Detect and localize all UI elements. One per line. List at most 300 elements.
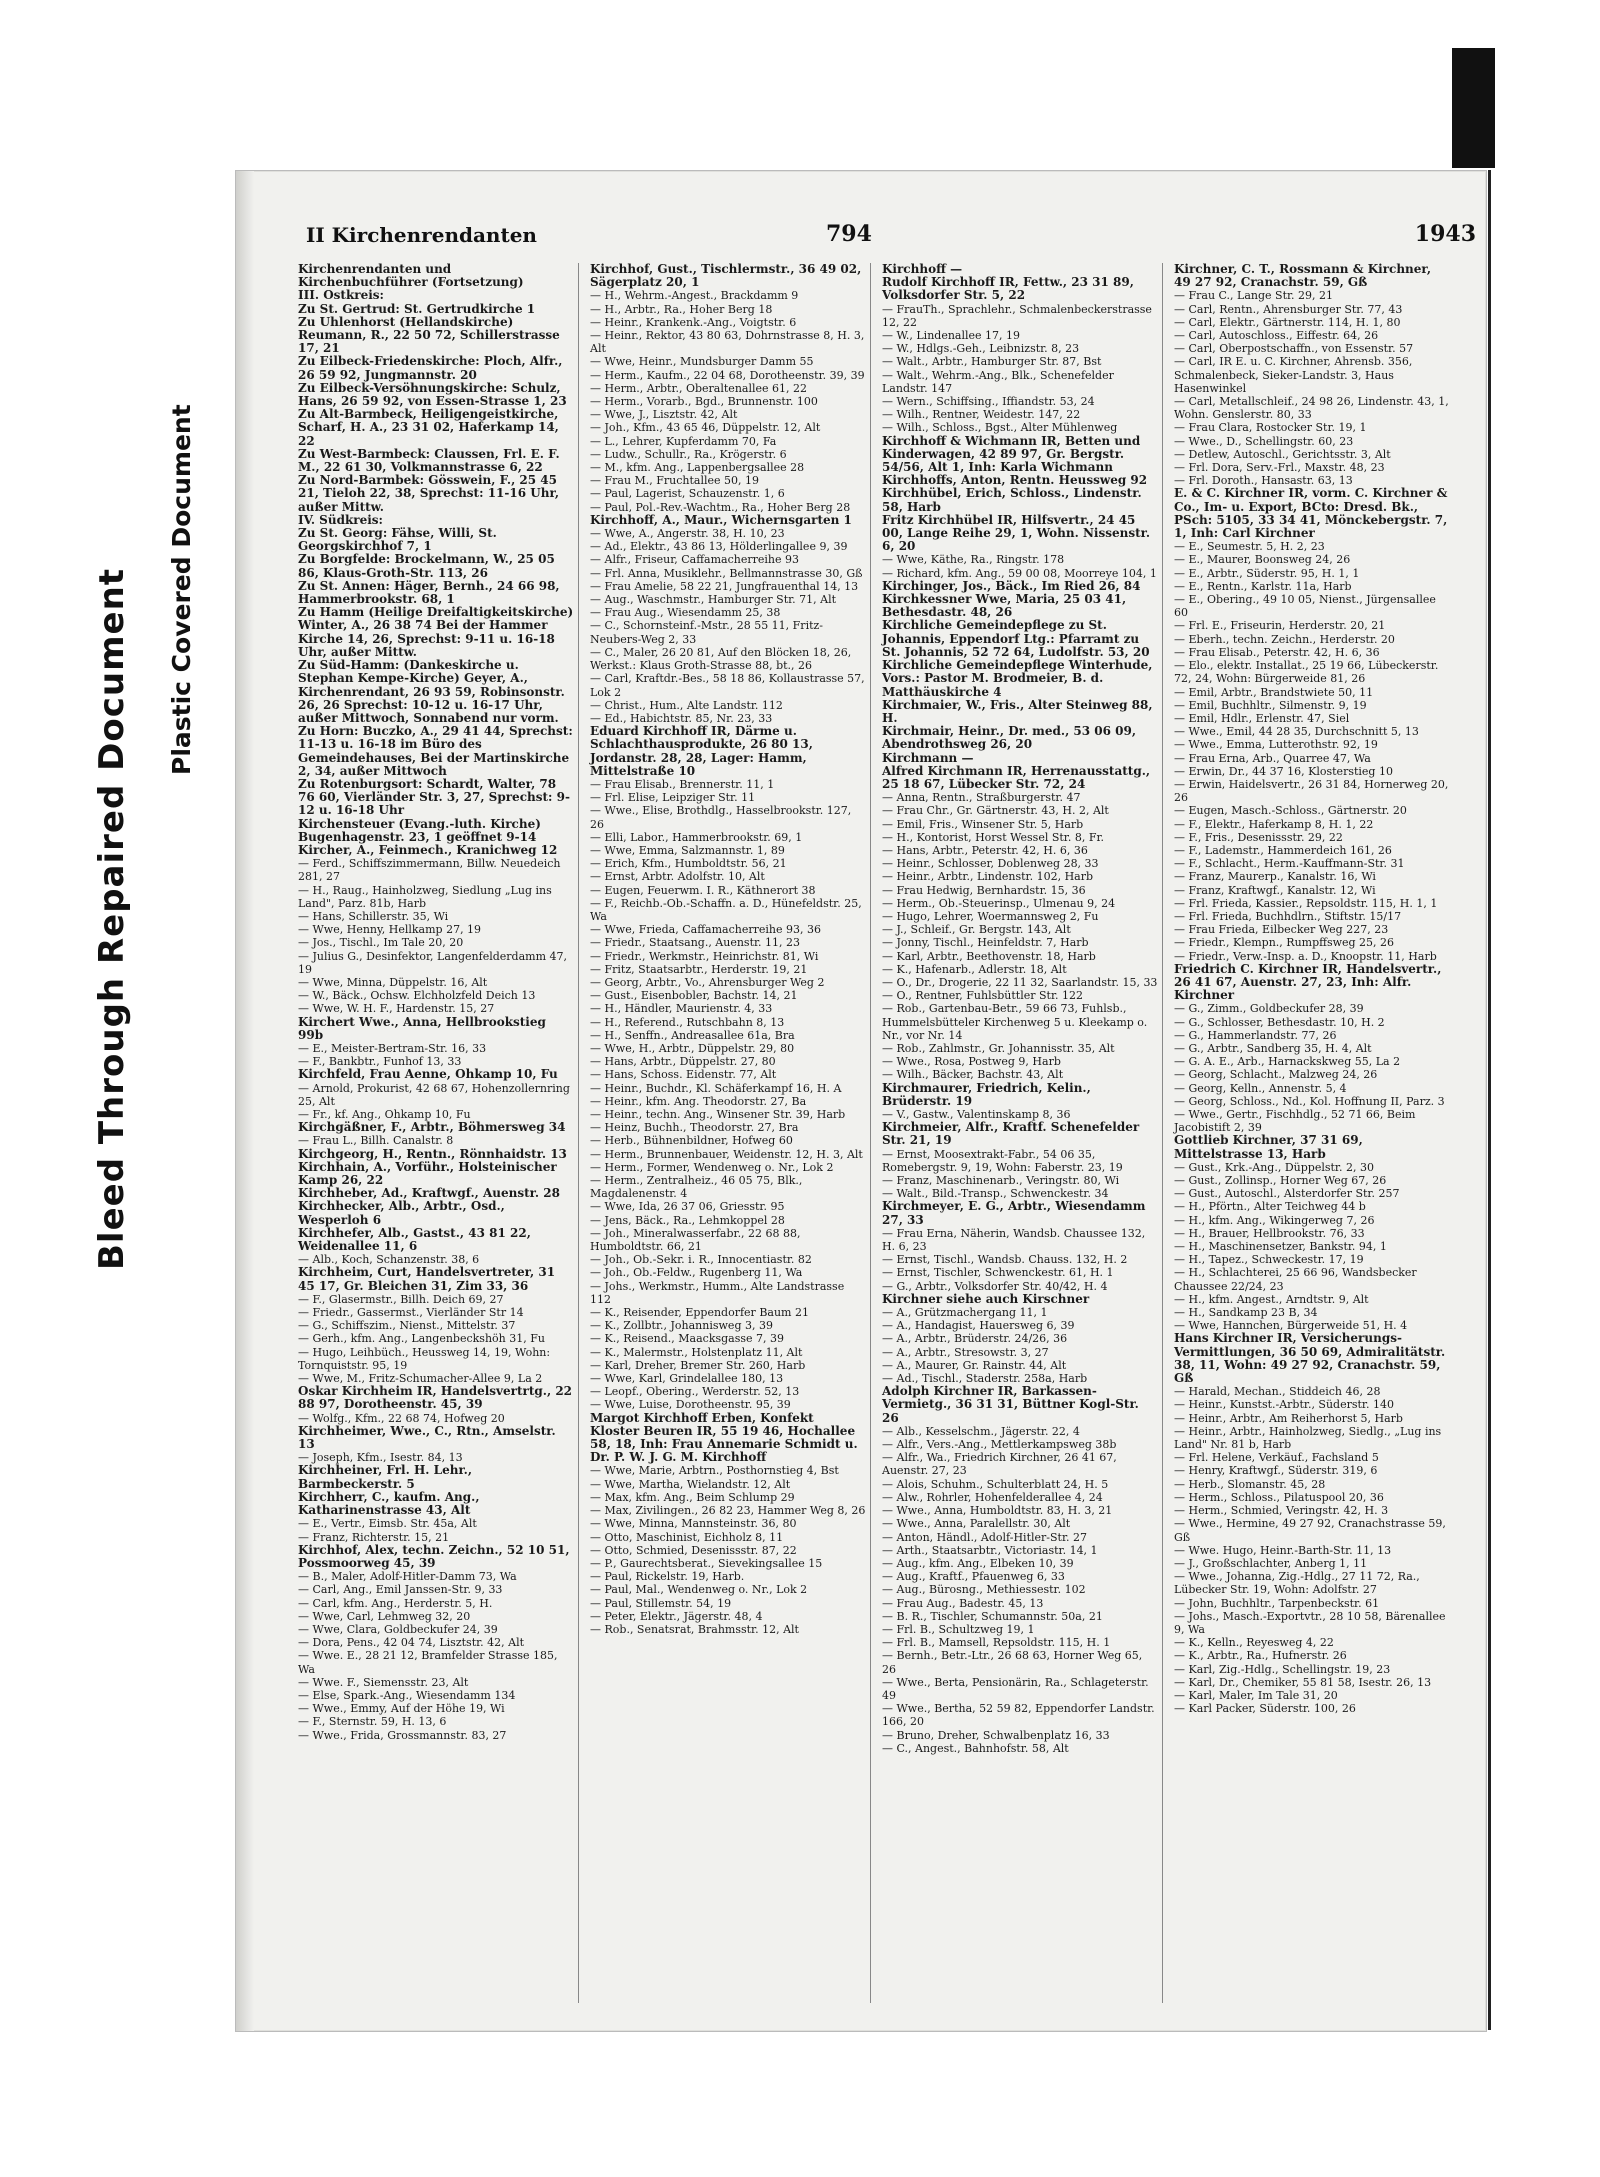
directory-entry: Kirchhof, Gust., Tischlermstr., 36 49 02, Sägerplatz 20, 1 — [590, 263, 862, 290]
directory-entry: — Wwe., Emmy, Auf der Höhe 19, Wi — [298, 1702, 505, 1716]
directory-entry: — Aug., kfm. Ang., Elbeken 10, 39 — [882, 1556, 1074, 1570]
directory-entry: — Wwe., Bertha, 52 59 82, Eppendorfer Landstr. 166, 20 — [882, 1702, 1155, 1729]
directory-entry: Alfred Kirchmann IR, Herrenausstattg., 25 18 67, Lübecker Str. 72, 24 — [882, 763, 1151, 791]
directory-entry: — Frau Aug., Badestr. 45, 13 — [882, 1596, 1044, 1610]
directory-entry: — Wilh., Schloss., Bgst., Alter Mühlenweg — [882, 421, 1118, 435]
directory-entry: — Wwe, Carl, Lehmweg 32, 20 — [298, 1609, 471, 1623]
directory-entry: — K., Reisend., Maacksgasse 7, 39 — [590, 1332, 785, 1346]
directory-entry: — Wwe., Rosa, Postweg 9, Harb — [882, 1055, 1061, 1069]
directory-entry: — Frau M., Fruchtallee 50, 19 — [590, 474, 760, 488]
directory-entry: — Frl. B., Schultzweg 19, 1 — [882, 1622, 1035, 1636]
directory-entry: — G., Schiffszim., Nienst., Mittelstr. 37 — [298, 1319, 516, 1333]
directory-entry: — G., Hammerlandstr. 77, 26 — [1174, 1028, 1337, 1042]
directory-entry: Kirchmaier, W., Fris., Alter Steinweg 88, H. — [882, 697, 1153, 725]
directory-entry: — Ernst, Tischl., Wandsb. Chauss. 132, H. 2 — [882, 1253, 1128, 1267]
directory-entry: — Wwe. Hugo, Heinr.-Barth-Str. 11, 13 — [1174, 1543, 1392, 1557]
directory-entry: — Friedr., Gassermst., Vierländer Str 14 — [298, 1306, 524, 1320]
directory-entry: — Otto, Maschinist, Eichholz 8, 11 — [590, 1530, 784, 1544]
directory-entry: — Wwe, Luise, Dorotheenstr. 95, 39 — [590, 1398, 791, 1412]
directory-entry: — H., Schlachterei, 25 66 96, Wandsbecker Chaussee 22/24, 23 — [1174, 1266, 1417, 1293]
directory-entry: — Herb., Bühnenbildner, Hofweg 60 — [590, 1134, 793, 1148]
section-title: II Kirchenrendanten — [306, 223, 537, 247]
directory-entry: — Karl, Maler, Im Tale 31, 20 — [1174, 1688, 1338, 1702]
directory-entry: — A., Maurer, Gr. Rainstr. 44, Alt — [882, 1358, 1067, 1372]
directory-entry: Kirchert Wwe., Anna, Hellbrookstieg 99b — [298, 1014, 546, 1042]
directory-entry: — F., Bankbtr., Funhof 13, 33 — [298, 1055, 462, 1069]
columns — [294, 263, 1464, 2003]
directory-entry: — Wwe, A., Angerstr. 38, H. 10, 23 — [590, 527, 785, 541]
directory-entry: — A., Arbtr., Stresowstr. 3, 27 — [882, 1345, 1049, 1359]
directory-entry: — Aug., Bürosng., Methiessestr. 102 — [882, 1583, 1086, 1597]
directory-entry: — Frl. Dora, Serv.-Frl., Maxstr. 48, 23 — [1174, 461, 1385, 475]
directory-entry: — H., kfm. Ang., Wikingerweg 7, 26 — [1174, 1213, 1375, 1227]
directory-entry: — Joh., Ob.-Feldw., Rugenberg 11, Wa — [590, 1266, 803, 1280]
directory-entry: — Wwe., Gertr., Fischhdlg., 52 71 66, Beim Jacobistift 2, 39 — [1174, 1108, 1416, 1135]
directory-entry: — John, Buchhltr., Tarpenbeckstr. 61 — [1174, 1596, 1380, 1610]
directory-entry: — Frau Amelie, 58 22 21, Jungfrauenthal 14, 13 — [590, 579, 859, 593]
directory-entry: Zu Süd-Hamm: (Dankeskirche u. Stephan Kempe-Kirche) Geyer, A., Kirchenrendant, 26 93 59, Robinsonstr. 26, 26 Sprechst: 10-12 u. 16-17 Uhr, außer Mittwoch, Sonnabend nur vorm. — [298, 658, 565, 725]
directory-entry: III. Ostkreis: — [298, 288, 384, 303]
directory-entry: — Frau Hedwig, Bernhardstr. 15, 36 — [882, 883, 1086, 897]
directory-entry: Kirchensteuer (Evang.-luth. Kirche) Bugenhagenstr. 23, 1 geöffnet 9-14 — [298, 816, 541, 844]
directory-entry: — Paul, Stillemstr. 54, 19 — [590, 1596, 732, 1610]
directory-entry: — Frau Clara, Rostocker Str. 19, 1 — [1174, 421, 1367, 435]
directory-entry: — Heinr., Rektor, 43 80 63, Dohrnstrasse 8, H. 3, Alt — [590, 329, 865, 356]
directory-entry: Kirchhof, Alex, techn. Zeichn., 52 10 51, Possmoorweg 45, 39 — [298, 1542, 570, 1570]
directory-entry: Kirchhain, A., Vorführ., Holsteinischer Kamp 26, 22 — [298, 1159, 557, 1188]
directory-entry: Zu Nord-Barmbek: Gösswein, F., 25 45 21, Tieloh 22, 38, Sprechst: 11-16 Uhr, außer Mittw. — [298, 473, 560, 514]
directory-entry: — Heinr., Arbtr., Am Reiherhorst 5, Harb — [1174, 1411, 1403, 1425]
directory-entry: — Joh., Kfm., 43 65 46, Düppelstr. 12, Alt — [590, 421, 821, 435]
directory-entry: — Wilh., Bäcker, Bachstr. 43, Alt — [882, 1068, 1064, 1082]
directory-entry: — Wwe, Minna, Mannsteinstr. 36, 80 — [590, 1517, 797, 1531]
directory-entry: Gottlieb Kirchner, 37 31 69, Mittelstrasse 13, Harb — [1174, 1133, 1363, 1161]
directory-entry: Zu St. Georg: Fähse, Willi, St. Georgskirchhof 7, 1 — [298, 526, 497, 554]
directory-entry: — Wwe, Karl, Grindelallee 180, 13 — [590, 1372, 784, 1386]
page-edge-line — [1488, 170, 1491, 2030]
directory-entry: — H., kfm. Angest., Arndtstr. 9, Alt — [1174, 1292, 1369, 1306]
directory-entry: Kircher, A., Feinmech., Kranichweg 12 — [298, 842, 558, 857]
directory-entry: Kirchhübel, Erich, Schloss., Lindenstr. 58, Harb — [882, 486, 1142, 514]
directory-entry: — Ernst, Tischler, Schwenckestr. 61, H. 1 — [882, 1266, 1114, 1280]
directory-entry: — E., Arbtr., Süderstr. 95, H. 1, 1 — [1174, 566, 1360, 580]
directory-entry: — G., Arbtr., Sandberg 35, H. 4, Alt — [1174, 1041, 1372, 1055]
directory-entry: — Wwe, Martha, Wielandstr. 12, Alt — [590, 1477, 791, 1491]
directory-entry: — Arnold, Prokurist, 42 68 67, Hohenzollernring 25, Alt — [298, 1081, 570, 1108]
directory-entry: — Else, Spark.-Ang., Wiesendamm 134 — [298, 1688, 516, 1702]
directory-entry: — Eugen, Feuerwm. I. R., Käthnerort 38 — [590, 883, 816, 897]
directory-entry: — Eberh., techn. Zeichn., Herderstr. 20 — [1174, 632, 1395, 646]
directory-entry: — Wwe, Henny, Hellkamp 27, 19 — [298, 923, 482, 937]
directory-entry: — Frl. Frieda, Kassier., Repsoldstr. 115, H. 1, 1 — [1174, 896, 1438, 910]
directory-entry: — Frau Erna, Näherin, Wandsb. Chaussee 132, H. 6, 23 — [882, 1226, 1146, 1254]
directory-entry: — Wwe., Emil, 44 28 35, Durchschnitt 5, 13 — [1174, 725, 1419, 739]
directory-entry: — A., Handagist, Hauersweg 6, 39 — [882, 1319, 1075, 1333]
directory-entry: — Frl. E., Friseurin, Herderstr. 20, 21 — [1174, 619, 1386, 633]
directory-entry: — Alb., Kesselschm., Jägerstr. 22, 4 — [882, 1424, 1080, 1438]
directory-entry: — Wwe, H., Arbtr., Düppelstr. 29, 80 — [590, 1041, 795, 1055]
directory-entry: — Walt., Wehrm.-Ang., Blk., Schenefelder Landstr. 147 — [882, 368, 1114, 395]
column-4 — [1170, 263, 1455, 2003]
directory-entry: — Julius G., Desinfektor, Langenfelderdamm 47, 19 — [298, 949, 567, 976]
directory-entry: Kirchmair, Heinr., Dr. med., 53 06 09, Abendrothsweg 26, 20 — [882, 724, 1137, 752]
directory-entry: — Herm., Kaufm., 22 04 68, Dorotheenstr. 39, 39 — [590, 368, 865, 382]
directory-entry: Fritz Kirchhübel IR, Hilfsvertr., 24 45 00, Lange Reihe 29, 1, Wohn. Nissenstr. 6, 20 — [882, 512, 1151, 554]
directory-entry: — K., Arbtr., Ra., Hufnerstr. 26 — [1174, 1649, 1347, 1663]
directory-entry: — Otto, Schmied, Desenissstr. 87, 22 — [590, 1543, 797, 1557]
directory-entry: — H., Kontorist, Horst Wessel Str. 8, Fr. — [882, 830, 1105, 844]
directory-entry: — Aug., Waschmstr., Hamburger Str. 71, Alt — [590, 593, 837, 607]
directory-entry: — H., Referend., Rutschbahn 8, 13 — [590, 1015, 785, 1029]
directory-entry: Zu St. Gertrud: St. Gertrudkirche 1 — [298, 301, 536, 316]
directory-entry: Kirchmann — — [882, 750, 974, 765]
column-2 — [586, 263, 871, 2003]
directory-entry: — H., Arbtr., Ra., Hoher Berg 18 — [590, 302, 773, 316]
directory-entry: — A., Arbtr., Brüderstr. 24/26, 36 — [882, 1332, 1068, 1346]
directory-entry: — Dora, Pens., 42 04 74, Lisztstr. 42, Alt — [298, 1636, 525, 1650]
directory-entry: — Frau L., Billh. Canalstr. 8 — [298, 1134, 454, 1148]
directory-entry: — Frau Elisab., Brennerstr. 11, 1 — [590, 777, 775, 791]
directory-entry: — Karl, Dreher, Bremer Str. 260, Harb — [590, 1358, 806, 1372]
directory-entry: — K., Reisender, Eppendorfer Baum 21 — [590, 1306, 809, 1320]
directory-entry: — Wwe, Emma, Salzmannstr. 1, 89 — [590, 843, 785, 857]
directory-entry: — Herm., Former, Wendenweg o. Nr., Lok 2 — [590, 1160, 834, 1174]
directory-entry: — Franz, Kraftwgf., Kanalstr. 12, Wi — [1174, 883, 1376, 897]
directory-entry: Eduard Kirchhoff IR, Därme u. Schlachthausprodukte, 26 80 13, Jordanstr. 28, 28, Lager: Hamm, Mittelstraße 10 — [590, 724, 813, 778]
directory-entry: — Frau Chr., Gr. Gärtnerstr. 43, H. 2, Alt — [882, 804, 1109, 818]
directory-entry: — Carl, Rentn., Ahrensburger Str. 77, 43 — [1174, 302, 1403, 316]
directory-entry: — Emil, Arbtr., Brandstwiete 50, 11 — [1174, 685, 1374, 699]
directory-entry: Kirchhoff, A., Maur., Wichernsgarten 1 — [590, 512, 852, 527]
directory-entry: — Carl, Kraftdr.-Bes., 58 18 86, Kollaustrasse 57, Lok 2 — [590, 672, 865, 699]
directory-entry: Kirchheiner, Frl. H. Lehr., Barmbeckerstr. 5 — [298, 1463, 473, 1491]
directory-entry: — Paul, Rickelstr. 19, Harb. — [590, 1570, 745, 1584]
directory-entry: — Wwe. F., Siemensstr. 23, Alt — [298, 1675, 469, 1689]
directory-entry: — Carl, kfm. Ang., Herderstr. 5, H. — [298, 1596, 493, 1610]
directory-entry: — E., Seumestr. 5, H. 2, 23 — [1174, 540, 1325, 554]
directory-entry: — Joh., Ob.-Sekr. i. R., Innocentiastr. 82 — [590, 1253, 812, 1267]
directory-entry: — K., Zollbtr., Johannisweg 3, 39 — [590, 1319, 773, 1333]
directory-entry: — Alw., Rohrler, Hohenfelderallee 4, 24 — [882, 1490, 1103, 1504]
directory-entry: — Carl, Autoschloss., Eiffestr. 64, 26 — [1174, 329, 1379, 343]
directory-entry: — Jonny, Tischl., Heinfeldstr. 7, Harb — [882, 936, 1089, 950]
directory-entry: — Ad., Tischl., Staderstr. 258a, Harb — [882, 1372, 1088, 1386]
directory-entry: — Carl, IR E. u. C. Kirchner, Ahrensb. 356, Schmalenbeck, Sieker-Landstr. 3, Haus Hasenwinkel — [1174, 355, 1413, 395]
directory-entry: — Wwe. E., 28 21 12, Bramfelder Strasse 185, Wa — [298, 1649, 558, 1676]
directory-entry: — Emil, Buchhltr., Silmenstr. 9, 19 — [1174, 698, 1367, 712]
directory-entry: — H., Senffn., Andreasallee 61a, Bra — [590, 1028, 795, 1042]
directory-entry: — Elli, Labor., Hammerbrookstr. 69, 1 — [590, 830, 803, 844]
directory-entry: — Walt., Arbtr., Hamburger Str. 87, Bst — [882, 355, 1102, 369]
directory-entry: — Peter, Elektr., Jägerstr. 48, 4 — [590, 1609, 763, 1623]
directory-entry: Friedrich C. Kirchner IR, Handelsvertr., 26 41 67, Auenstr. 27, 23, Inh: Alfr. Kirchner — [1174, 961, 1442, 1003]
directory-entry: — E., Rentn., Karlstr. 11a, Harb — [1174, 579, 1352, 593]
directory-entry: Zu St. Annen: Häger, Bernh., 24 66 98, Hammerbrookstr. 68, 1 — [298, 578, 560, 607]
directory-entry: Kirchhoffs, Anton, Rentn. Heussweg 92 — [882, 473, 1148, 488]
directory-entry: — Elo., elektr. Installat., 25 19 66, Lübeckerstr. 72, 24, Wohn: Bürgerweide 81, 26 — [1174, 659, 1439, 686]
directory-entry: Zu West-Barmbeck: Claussen, Frl. E. F. M., 22 61 30, Volkmannstrasse 6, 22 — [298, 446, 560, 475]
directory-entry: — E., Obering., 49 10 05, Nienst., Jürgensallee 60 — [1174, 593, 1436, 620]
directory-entry: — Frau Erna, Arb., Quarree 47, Wa — [1174, 751, 1371, 765]
directory-entry: — Gust., Autoschl., Alsterdorfer Str. 257 — [1174, 1187, 1400, 1201]
directory-entry: — Erwin, Haidelsvertr., 26 31 84, Hornerweg 20, 26 — [1174, 777, 1449, 805]
directory-entry: — Gust., Eisenbobler, Bachstr. 14, 21 — [590, 989, 798, 1003]
directory-entry: — H., Tapez., Schweckestr. 17, 19 — [1174, 1253, 1364, 1267]
directory-entry: Margot Kirchhoff Erben, Konfekt Kloster Beuren IR, 55 19 46, Hochallee 58, 18, Inh: Frau Annemarie Schmidt u. Dr. P. W. J. G. M. Kirchhoff — [590, 1410, 858, 1465]
directory-entry: — Heinr., Krankenk.-Ang., Voigtstr. 6 — [590, 315, 797, 329]
directory-entry: — H., Maschinensetzer, Bankstr. 94, 1 — [1174, 1240, 1387, 1254]
directory-entry: — F., Elektr., Haferkamp 8, H. 1, 22 — [1174, 817, 1374, 831]
directory-entry: — Herm., Vorarb., Bgd., Brunnenstr. 100 — [590, 395, 818, 409]
directory-entry: — C., Angest., Bahnhofstr. 58, Alt — [882, 1741, 1069, 1755]
directory-entry: — Wwe., Anna, Humboldtstr. 83, H. 3, 21 — [882, 1504, 1113, 1518]
directory-entry: — Rob., Senatsrat, Brahmsstr. 12, Alt — [590, 1622, 799, 1636]
directory-entry: — Georg, Kelln., Annenstr. 5, 4 — [1174, 1081, 1347, 1095]
directory-entry: — Hans, Arbtr., Peterstr. 42, H. 6, 36 — [882, 843, 1088, 857]
directory-entry: Adolph Kirchner IR, Barkassen-Vermietg., 36 31 31, Büttner Kogl-Str. 26 — [882, 1384, 1139, 1425]
directory-entry: — C., Maler, 26 20 81, Auf den Blöcken 18, 26, Werkst.: Klaus Groth-Strasse 88, bt., 26 — [590, 645, 852, 673]
directory-entry: — Jos., Tischl., Im Tale 20, 20 — [298, 936, 464, 950]
directory-entry: — Wwe, Heinr., Mundsburger Damm 55 — [590, 355, 814, 369]
directory-entry: — Ferd., Schiffszimmermann, Billw. Neuedeich 281, 27 — [298, 857, 561, 884]
directory-entry: — Erich, Kfm., Humboldtstr. 56, 21 — [590, 857, 787, 871]
directory-entry: — Frl. B., Mamsell, Repsoldstr. 115, H. 1 — [882, 1636, 1111, 1650]
directory-entry: — Max, Zivilingen., 26 82 23, Hammer Weg 8, 26 — [590, 1504, 866, 1518]
directory-entry: — Heinr., Kunstst.-Arbtr., Süderstr. 140 — [1174, 1398, 1394, 1412]
directory-entry: — Carl, Oberpostschaffn., von Essenstr. 57 — [1174, 342, 1414, 356]
directory-entry: — P., Gaurechtsberat., Sievekingsallee 15 — [590, 1556, 823, 1570]
directory-entry: — Wwe., Anna, Paralellstr. 30, Alt — [882, 1517, 1071, 1531]
directory-entry: — Wwe., Hermine, 49 27 92, Cranachstrasse 59, Gß — [1174, 1517, 1446, 1544]
directory-entry: Kirchner, C. T., Rossmann & Kirchner, 49 27 92, Cranachstr. 59, Gß — [1174, 263, 1432, 290]
directory-entry: — Herm., Brunnenbauer, Weidenstr. 12, H. 3, Alt — [590, 1147, 863, 1161]
directory-entry: — Paul, Pol.-Rev.-Wachtm., Ra., Hoher Berg 28 — [590, 500, 851, 514]
directory-entry: — Alfr., Friseur, Caffamacherreihe 93 — [590, 553, 799, 567]
directory-entry: — Heinr., Schlosser, Doblenweg 28, 33 — [882, 857, 1099, 871]
directory-entry: — Hugo, Leihbüch., Heussweg 14, 19, Wohn: Tornquiststr. 95, 19 — [298, 1345, 551, 1372]
directory-entry: Kirchliche Gemeindepflege zu St. Johannis, Eppendorf Ltg.: Pfarramt zu St. Johannis, 52 72 64, Ludolfstr. 53, 20 — [882, 618, 1150, 659]
directory-entry: — Franz, Maurerp., Kanalstr. 16, Wi — [1174, 870, 1376, 884]
directory-entry: — F., Reichb.-Ob.-Schaffn. a. D., Hünefeldstr. 25, Wa — [590, 896, 862, 923]
directory-entry: Oskar Kirchheim IR, Handelsvertrtg., 22 88 97, Dorotheenstr. 45, 39 — [298, 1384, 573, 1412]
directory-entry: — F., Schlacht., Herm.-Kauffmann-Str. 31 — [1174, 857, 1405, 871]
directory-entry: — Wwe., Frida, Grossmannstr. 83, 27 — [298, 1728, 507, 1742]
directory-entry: — Wwe, Käthe, Ra., Ringstr. 178 — [882, 553, 1065, 567]
directory-entry: Hans Kirchner IR, Versicherungs-Vermittlungen, 36 50 69, Admiralitätstr. 38, 11, Wohn: 49 27 92, Cranachstr. 59, Gß — [1174, 1331, 1446, 1386]
directory-entry: — Wwe, W. H. F., Hardenstr. 15, 27 — [298, 1002, 495, 1016]
directory-entry: — Heinr., Arbtr., Lindenstr. 102, Harb — [882, 870, 1094, 884]
directory-entry: — Georg, Schloss., Nd., Kol. Hoffnung II, Parz. 3 — [1174, 1094, 1445, 1108]
directory-entry: — FrauTh., Sprachlehr., Schmalenbeckerstrasse 12, 22 — [882, 302, 1152, 329]
column-3 — [878, 263, 1163, 2003]
directory-entry: — Anna, Rentn., Straßburgerstr. 47 — [882, 791, 1081, 805]
directory-entry: Zu Uhlenhorst (Hellandskirche) Reumann, R., 22 50 72, Schillerstrasse 17, 21 — [298, 314, 560, 356]
directory-entry: — Carl, Metallschleif., 24 98 26, Lindenstr. 43, 1, Wohn. Genslerstr. 80, 33 — [1174, 395, 1449, 422]
directory-entry: — Karl Packer, Süderstr. 100, 26 — [1174, 1702, 1356, 1716]
directory-entry: — Paul, Lagerist, Schauzenstr. 1, 6 — [590, 487, 785, 501]
directory-entry: — Carl, Ang., Emil Janssen-Str. 9, 33 — [298, 1583, 503, 1597]
directory-entry: — Friedr., Staatsang., Auenstr. 11, 23 — [590, 936, 801, 950]
directory-entry: — E., Vertr., Eimsb. Str. 45a, Alt — [298, 1517, 477, 1531]
directory-entry: Kirchherr, C., kaufm. Ang., Katharinenstrasse 43, Alt — [298, 1489, 480, 1518]
directory-entry: — Wwe, J., Lisztstr. 42, Alt — [590, 408, 738, 422]
directory-entry: IV. Südkreis: — [298, 512, 383, 527]
directory-entry: — Wwe., Berta, Pensionärin, Ra., Schlageterstr. 49 — [882, 1675, 1149, 1702]
directory-entry: — K., Kelln., Reyesweg 4, 22 — [1174, 1636, 1334, 1650]
directory-entry: — F., Glasermstr., Billh. Deich 69, 27 — [298, 1292, 504, 1306]
directory-entry: — Heinr., Buchdr., Kl. Schäferkampf 16, H. A — [590, 1081, 842, 1095]
directory-entry: Rudolf Kirchhoff IR, Fettw., 23 31 89, Volksdorfer Str. 5, 22 — [882, 275, 1134, 303]
directory-entry: — Wwe, Minna, Düppelstr. 16, Alt — [298, 975, 488, 989]
directory-entry: — W., Bäck., Ochsw. Elchholzfeld Deich 13 — [298, 989, 536, 1003]
directory-entry: — Henry, Kraftwgf., Süderstr. 319, 6 — [1174, 1464, 1378, 1478]
directory-entry: — Hugo, Lehrer, Woermannsweg 2, Fu — [882, 909, 1099, 923]
directory-entry: Kirchfeld, Frau Aenne, Ohkamp 10, Fu — [298, 1067, 558, 1082]
column-1 — [294, 263, 579, 2003]
directory-entry: Kirchmeyer, E. G., Arbtr., Wiesendamm 27, 33 — [882, 1199, 1146, 1227]
directory-entry: — Herm., Schloss., Pilatuspool 20, 36 — [1174, 1490, 1384, 1504]
scan-black-edge — [1452, 48, 1495, 168]
directory-entry: — H., Raug., Hainholzweg, Siedlung „Lug ins Land", Parz. 81b, Harb — [298, 883, 552, 910]
page-header — [306, 221, 1476, 263]
directory-entry: — G., Arbtr., Volksdorfer Str. 40/42, H. 4 — [882, 1279, 1108, 1293]
directory-entry: — Wwe., Johanna, Zig.-Hdlg., 27 11 72, Ra., Lübecker Str. 19, Wohn: Adolfstr. 27 — [1174, 1570, 1420, 1597]
directory-entry: — Herm., Schmied, Veringstr. 42, H. 3 — [1174, 1504, 1389, 1518]
directory-entry: — Herm., Arbtr., Oberaltenallee 61, 22 — [590, 381, 807, 395]
directory-entry: — Wwe., Emma, Lutterothstr. 92, 19 — [1174, 738, 1378, 752]
directory-entry: — H., Pförtn., Alter Teichweg 44 b — [1174, 1200, 1366, 1214]
directory-page — [235, 170, 1487, 2032]
directory-entry: — Hans, Schoss. Eidenstr. 77, Alt — [590, 1068, 777, 1082]
directory-entry: — Bernh., Betr.-Ltr., 26 68 63, Horner Weg 65, 26 — [882, 1649, 1143, 1676]
directory-entry: Zu Rotenburgsort: Schardt, Walter, 78 76 60, Vierländer Str. 3, 27, Sprechst: 9-12 u. 16-18 Uhr — [298, 776, 570, 818]
directory-entry: — Friedr., Verw.-Insp. a. D., Knoopstr. 11, Harb — [1174, 949, 1437, 963]
directory-entry: — Emil, Hdlr., Erlenstr. 47, Siel — [1174, 711, 1350, 725]
directory-entry: — Wwe, Clara, Goldbeckufer 24, 39 — [298, 1622, 498, 1636]
directory-entry: — Friedr., Werkmstr., Heinrichstr. 81, Wi — [590, 949, 819, 963]
directory-entry: — V., Gastw., Valentinskamp 8, 36 — [882, 1108, 1071, 1121]
directory-entry: — Ed., Habichtstr. 85, Nr. 23, 33 — [590, 711, 773, 725]
directory-entry: Zu Eilbeck-Versöhnungskirche: Schulz, Hans, 26 59 92, von Essen-Strasse 1, 23 — [298, 380, 567, 409]
directory-entry: — O., Dr., Drogerie, 22 11 32, Saarlandstr. 15, 33 — [882, 975, 1158, 989]
directory-entry: — Frau Elisab., Peterstr. 42, H. 6, 36 — [1174, 645, 1380, 659]
directory-entry: — Alfr., Vers.-Ang., Mettlerkampsweg 38b — [882, 1438, 1117, 1452]
directory-entry: — K., Malermstr., Holstenplatz 11, Alt — [590, 1345, 803, 1359]
directory-entry: — Herb., Slomanstr. 45, 28 — [1174, 1477, 1326, 1491]
directory-entry: — Frl. Elise, Leipziger Str. 11 — [590, 791, 756, 805]
directory-entry: Kirchhecker, Alb., Arbtr., Osd., Wesperloh 6 — [298, 1199, 505, 1227]
directory-entry: — Karl, Zig.-Hdlg., Schellingstr. 19, 23 — [1174, 1662, 1391, 1676]
directory-entry: — K., Hafenarb., Adlerstr. 18, Alt — [882, 962, 1067, 976]
directory-entry: — C., Schornsteinf.-Mstr., 28 55 11, Fritz-Neubers-Weg 2, 33 — [590, 619, 824, 646]
directory-entry: — H., Wehrm.-Angest., Brackdamm 9 — [590, 289, 799, 303]
directory-entry: Zu Hamm (Heilige Dreifaltigkeitskirche) Winter, A., 26 38 74 Bei der Hammer Kirche 14, 26, Sprechst: 9-11 u. 16-18 Uhr, außer Mittw. — [298, 605, 574, 659]
directory-entry: Kirchinger, Jos., Bäck., Im Ried 26, 84 — [882, 578, 1141, 593]
directory-entry: — W., Lindenallee 17, 19 — [882, 329, 1021, 343]
directory-entry: — Carl, Elektr., Gärtnerstr. 114, H. 1, 80 — [1174, 315, 1401, 329]
directory-entry: — Bruno, Dreher, Schwalbenplatz 16, 33 — [882, 1728, 1110, 1742]
side-labels — [92, 340, 222, 1340]
directory-entry: Kirchhoff & Wichmann IR, Betten und Kinderwagen, 42 89 97, Gr. Bergstr. 54/56, Alt 1, Inh: Karla Wichmann — [882, 433, 1141, 475]
directory-entry: — E., Meister-Bertram-Str. 16, 33 — [298, 1041, 487, 1055]
directory-entry: — Herm., Zentralheiz., 46 05 75, Blk., Magdalenenstr. 4 — [590, 1174, 803, 1201]
directory-entry: Kirchenrendanten und Kirchenbuchführer (Fortsetzung) — [298, 263, 524, 290]
directory-entry: — Joh., Mineralwasserfabr., 22 68 88, Humboldtstr. 66, 21 — [590, 1226, 801, 1254]
directory-entry: — Frl. Doroth., Hansastr. 63, 13 — [1174, 474, 1353, 488]
directory-entry: — Wwe., Elise, Brothdlg., Hasselbrookstr. 127, 26 — [590, 804, 852, 831]
directory-entry: — Friedr., Klempn., Rumpffsweg 25, 26 — [1174, 936, 1395, 950]
directory-entry: — Leopf., Obering., Werderstr. 52, 13 — [590, 1385, 800, 1399]
directory-entry: — Jens, Bäck., Ra., Lehmkoppel 28 — [590, 1213, 785, 1227]
directory-entry: Kirchheim, Curt, Handelsvertreter, 31 45 17, Gr. Bleichen 31, Zim 33, 36 — [298, 1265, 556, 1293]
directory-entry: — Frl. Anna, Musiklehr., Bellmannstrasse 30, Gß — [590, 566, 863, 580]
page-number: 794 — [826, 221, 872, 247]
directory-entry: — Gust., Zollinsp., Horner Weg 67, 26 — [1174, 1174, 1387, 1188]
directory-entry: — F., Sternstr. 59, H. 13, 6 — [298, 1715, 447, 1729]
directory-entry: — J., Großschlachter, Anberg 1, 11 — [1174, 1556, 1368, 1570]
directory-entry: Kirchmaurer, Friedrich, Kelin., Brüderstr. 19 — [882, 1080, 1091, 1108]
directory-entry: — Harald, Mechan., Stiddeich 46, 28 — [1174, 1385, 1381, 1399]
directory-entry: — B. R., Tischler, Schumannstr. 50a, 21 — [882, 1609, 1103, 1623]
directory-entry: — E., Maurer, Boonsweg 24, 26 — [1174, 553, 1351, 567]
directory-entry: — Walt., Bild.-Transp., Schwenckestr. 34 — [882, 1187, 1109, 1201]
directory-entry: E. & C. Kirchner IR, vorm. C. Kirchner & Co., Im- u. Export, BCto: Dresd. Bk., PSch: 5105, 33 34 41, Mönckebergstr. 7, 1, Inh: Carl Kirchner — [1174, 486, 1448, 541]
directory-entry: — Detlew, Autoschl., Gerichtsstr. 3, Alt — [1174, 447, 1391, 461]
directory-entry: — B., Maler, Adolf-Hitler-Damm 73, Wa — [298, 1570, 517, 1584]
directory-entry: — Georg, Schlacht., Malzweg 24, 26 — [1174, 1068, 1378, 1082]
directory-entry: Kirchhoff — — [882, 263, 963, 276]
directory-entry: — Franz, Richterstr. 15, 21 — [298, 1530, 450, 1544]
directory-entry: Kirchliche Gemeindepflege Winterhude, Vors.: Pastor M. Brodmeier, B. d. Matthäuskirche 4 — [882, 658, 1153, 699]
directory-entry: Zu Horn: Buczko, A., 29 41 44, Sprechst: 11-13 u. 16-18 im Büro des Gemeindehauses, Bei der Martinskirche 2, 34, außer Mittwoch — [298, 724, 573, 778]
directory-entry: — F., Lademstr., Hammerdeich 161, 26 — [1174, 843, 1392, 857]
directory-entry: — Wwe, Ida, 26 37 06, Griesstr. 95 — [590, 1200, 785, 1214]
directory-entry: — Heinr., techn. Ang., Winsener Str. 39, Harb — [590, 1108, 846, 1121]
directory-entry: — Frl. Helene, Verkäuf., Fachsland 5 — [1174, 1451, 1379, 1465]
directory-entry: — H., Sandkamp 23 B, 34 — [1174, 1306, 1318, 1320]
directory-entry: — Wilh., Rentner, Weidestr. 147, 22 — [882, 408, 1081, 422]
directory-entry: — Ernst, Arbtr. Adolfstr. 10, Alt — [590, 870, 765, 884]
directory-entry: — Rob., Gartenbau-Betr., 59 66 73, Fuhlsb., Hummelsbütteler Kirchenweg 5 u. Kleekamp o. Nr., vor Nr. 14 — [882, 1002, 1148, 1042]
directory-entry: Kirchner siehe auch Kirschner — [882, 1291, 1090, 1306]
directory-entry: Kirchheimer, Wwe., C., Rtn., Amselstr. 13 — [298, 1423, 556, 1452]
directory-entry: — Johs., Werkmstr., Humm., Alte Landstrasse 112 — [590, 1279, 845, 1306]
directory-entry: — Johs., Masch.-Exportvtr., 28 10 58, Bärenallee 9, Wa — [1174, 1609, 1446, 1636]
directory-entry: — Frau Frieda, Eilbecker Weg 227, 23 — [1174, 923, 1389, 937]
directory-entry: — Alfr., Wa., Friedrich Kirchner, 26 41 67, Auenstr. 27, 23 — [882, 1451, 1117, 1478]
directory-entry: — Franz, Maschinenarb., Veringstr. 80, Wi — [882, 1174, 1120, 1188]
directory-entry: — G., Schlosser, Bethesdastr. 10, H. 2 — [1174, 1015, 1385, 1029]
directory-entry: — G., Zimm., Goldbeckufer 28, 39 — [1174, 1002, 1364, 1016]
directory-entry: — Fritz, Staatsarbtr., Herderstr. 19, 21 — [590, 962, 808, 976]
directory-entry: — Alois, Schuhm., Schulterblatt 24, H. 5 — [882, 1477, 1109, 1491]
directory-entry: — A., Grützmachergang 11, 1 — [882, 1306, 1048, 1320]
directory-entry: — Karl, Dr., Chemiker, 55 81 58, Isestr. 26, 13 — [1174, 1675, 1432, 1689]
directory-entry: — Ad., Elektr., 43 86 13, Hölderlingallee 9, 39 — [590, 540, 848, 554]
directory-entry: — Hans, Schillerstr. 35, Wi — [298, 909, 449, 923]
directory-entry: — Fr., kf. Ang., Ohkamp 10, Fu — [298, 1108, 471, 1121]
directory-entry: — Alb., Koch, Schanzenstr. 38, 6 — [298, 1253, 480, 1267]
directory-entry: Kirchgeorg, H., Rentn., Rönnhaidstr. 13 — [298, 1146, 567, 1161]
directory-entry: — Frl. Frieda, Buchhdlrn., Stiftstr. 15/17 — [1174, 909, 1402, 923]
directory-entry: — Frau Aug., Wiesendamm 25, 38 — [590, 606, 781, 620]
directory-entry: — Ludw., Schullr., Ra., Krögerstr. 6 — [590, 447, 787, 461]
directory-entry: Zu Borgfelde: Brockelmann, W., 25 05 86, Klaus-Groth-Str. 113, 26 — [298, 552, 555, 580]
label-plastic-covered: Plastic Covered Document — [167, 404, 196, 775]
directory-entry: — Emil, Fris., Winsener Str. 5, Harb — [882, 817, 1084, 831]
directory-entry: — Arth., Staatsarbtr., Victoriastr. 14, 1 — [882, 1543, 1098, 1557]
directory-entry: — M., kfm. Ang., Lappenbergsallee 28 — [590, 461, 805, 475]
